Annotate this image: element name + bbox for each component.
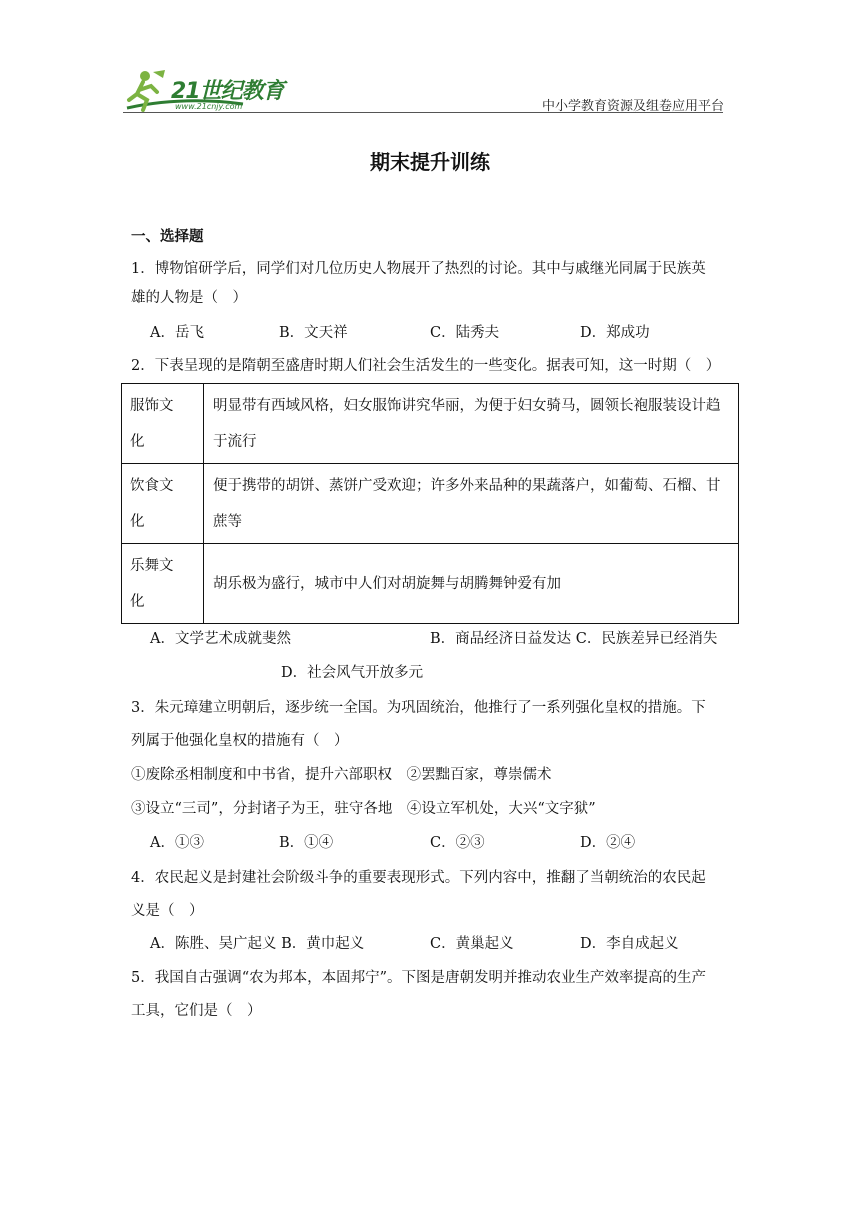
table-label: 乐舞文 化: [122, 544, 204, 624]
question-2-stem: 2．下表呈现的是隋朝至盛唐时期人们社会生活发生的一些变化。据表可知，这一时期（ ）: [131, 358, 721, 374]
q3-items-1-2: ①废除丞相制度和中书省，提升六部职权 ②罢黜百家，尊崇儒术: [131, 767, 552, 783]
question-4-line-1: 4．农民起义是封建社会阶级斗争的重要表现形式。下列内容中，推翻了当朝统治的农民起: [131, 870, 706, 886]
q3-option-b: B．①④: [279, 835, 334, 851]
society-table: [121, 383, 739, 624]
question-3-line-2: 列属于他强化皇权的措施有（ ）: [131, 733, 349, 749]
table-label: 饮食文 化: [122, 464, 204, 544]
q3-items-3-4: ③设立“三司”，分封诸子为王，驻守各地 ④设立军机处，大兴“文字狱”: [131, 801, 596, 817]
logo-text: 21世纪教育: [171, 79, 284, 104]
page-title: 期末提升训练: [370, 150, 490, 174]
question-5-line-2: 工具，它们是（ ）: [131, 1003, 262, 1019]
table-label: 服饰文 化: [122, 384, 204, 464]
table-row: [122, 384, 739, 464]
q4-option-c: C．黄巢起义: [430, 936, 514, 952]
q1-option-c: C．陆秀夫: [430, 325, 500, 341]
table-text: 胡乐极为盛行，城市中人们对胡旋舞与胡腾舞钟爱有加: [204, 544, 739, 624]
table-row: [122, 544, 739, 624]
logo-url: www.21cnjy.com: [175, 102, 243, 111]
q1-option-d: D．郑成功: [580, 325, 650, 341]
header-divider: [123, 112, 723, 113]
q4-option-d: D．李自成起义: [580, 936, 679, 952]
q1-option-a: A．岳飞: [150, 325, 204, 341]
q2-option-d: D．社会风气开放多元: [281, 665, 424, 681]
question-1-line-1: 1．博物馆研学后，同学们对几位历史人物展开了热烈的讨论。其中与戚继光同属于民族英: [131, 261, 706, 277]
q2-option-a: A．文学艺术成就斐然: [150, 631, 291, 647]
q3-option-c: C．②③: [430, 835, 485, 851]
section-heading: 一、选择题: [131, 228, 204, 245]
q1-option-b: B．文天祥: [279, 325, 348, 341]
table-text: 便于携带的胡饼、蒸饼广受欢迎；许多外来品种的果蔬落户，如葡萄、石榴、甘 蔗等: [204, 464, 739, 544]
question-4-line-2: 义是（ ）: [131, 903, 204, 919]
table-text: 明显带有西域风格，妇女服饰讲究华丽，为便于妇女骑马，圆领长袍服装设计趋 于流行: [204, 384, 739, 464]
q4-option-a-b: A．陈胜、吴广起义 B．黄巾起义: [150, 936, 365, 952]
platform-name: 中小学教育资源及组卷应用平台: [541, 99, 724, 114]
question-1-line-2: 雄的人物是（ ）: [131, 290, 247, 306]
site-logo: [123, 66, 293, 116]
question-5-line-1: 5．我国自古强调“农为邦本，本固邦宁”。下图是唐朝发明并推动农业生产效率提高的生产: [131, 970, 707, 986]
q2-option-b-c: B．商品经济日益发达 C．民族差异已经消失: [430, 631, 718, 647]
q3-option-a: A．①③: [150, 835, 204, 851]
q3-option-d: D．②④: [580, 835, 636, 851]
question-3-line-1: 3．朱元璋建立明朝后，逐步统一全国。为巩固统治，他推行了一系列强化皇权的措施。下: [131, 700, 706, 716]
table-row: [122, 464, 739, 544]
